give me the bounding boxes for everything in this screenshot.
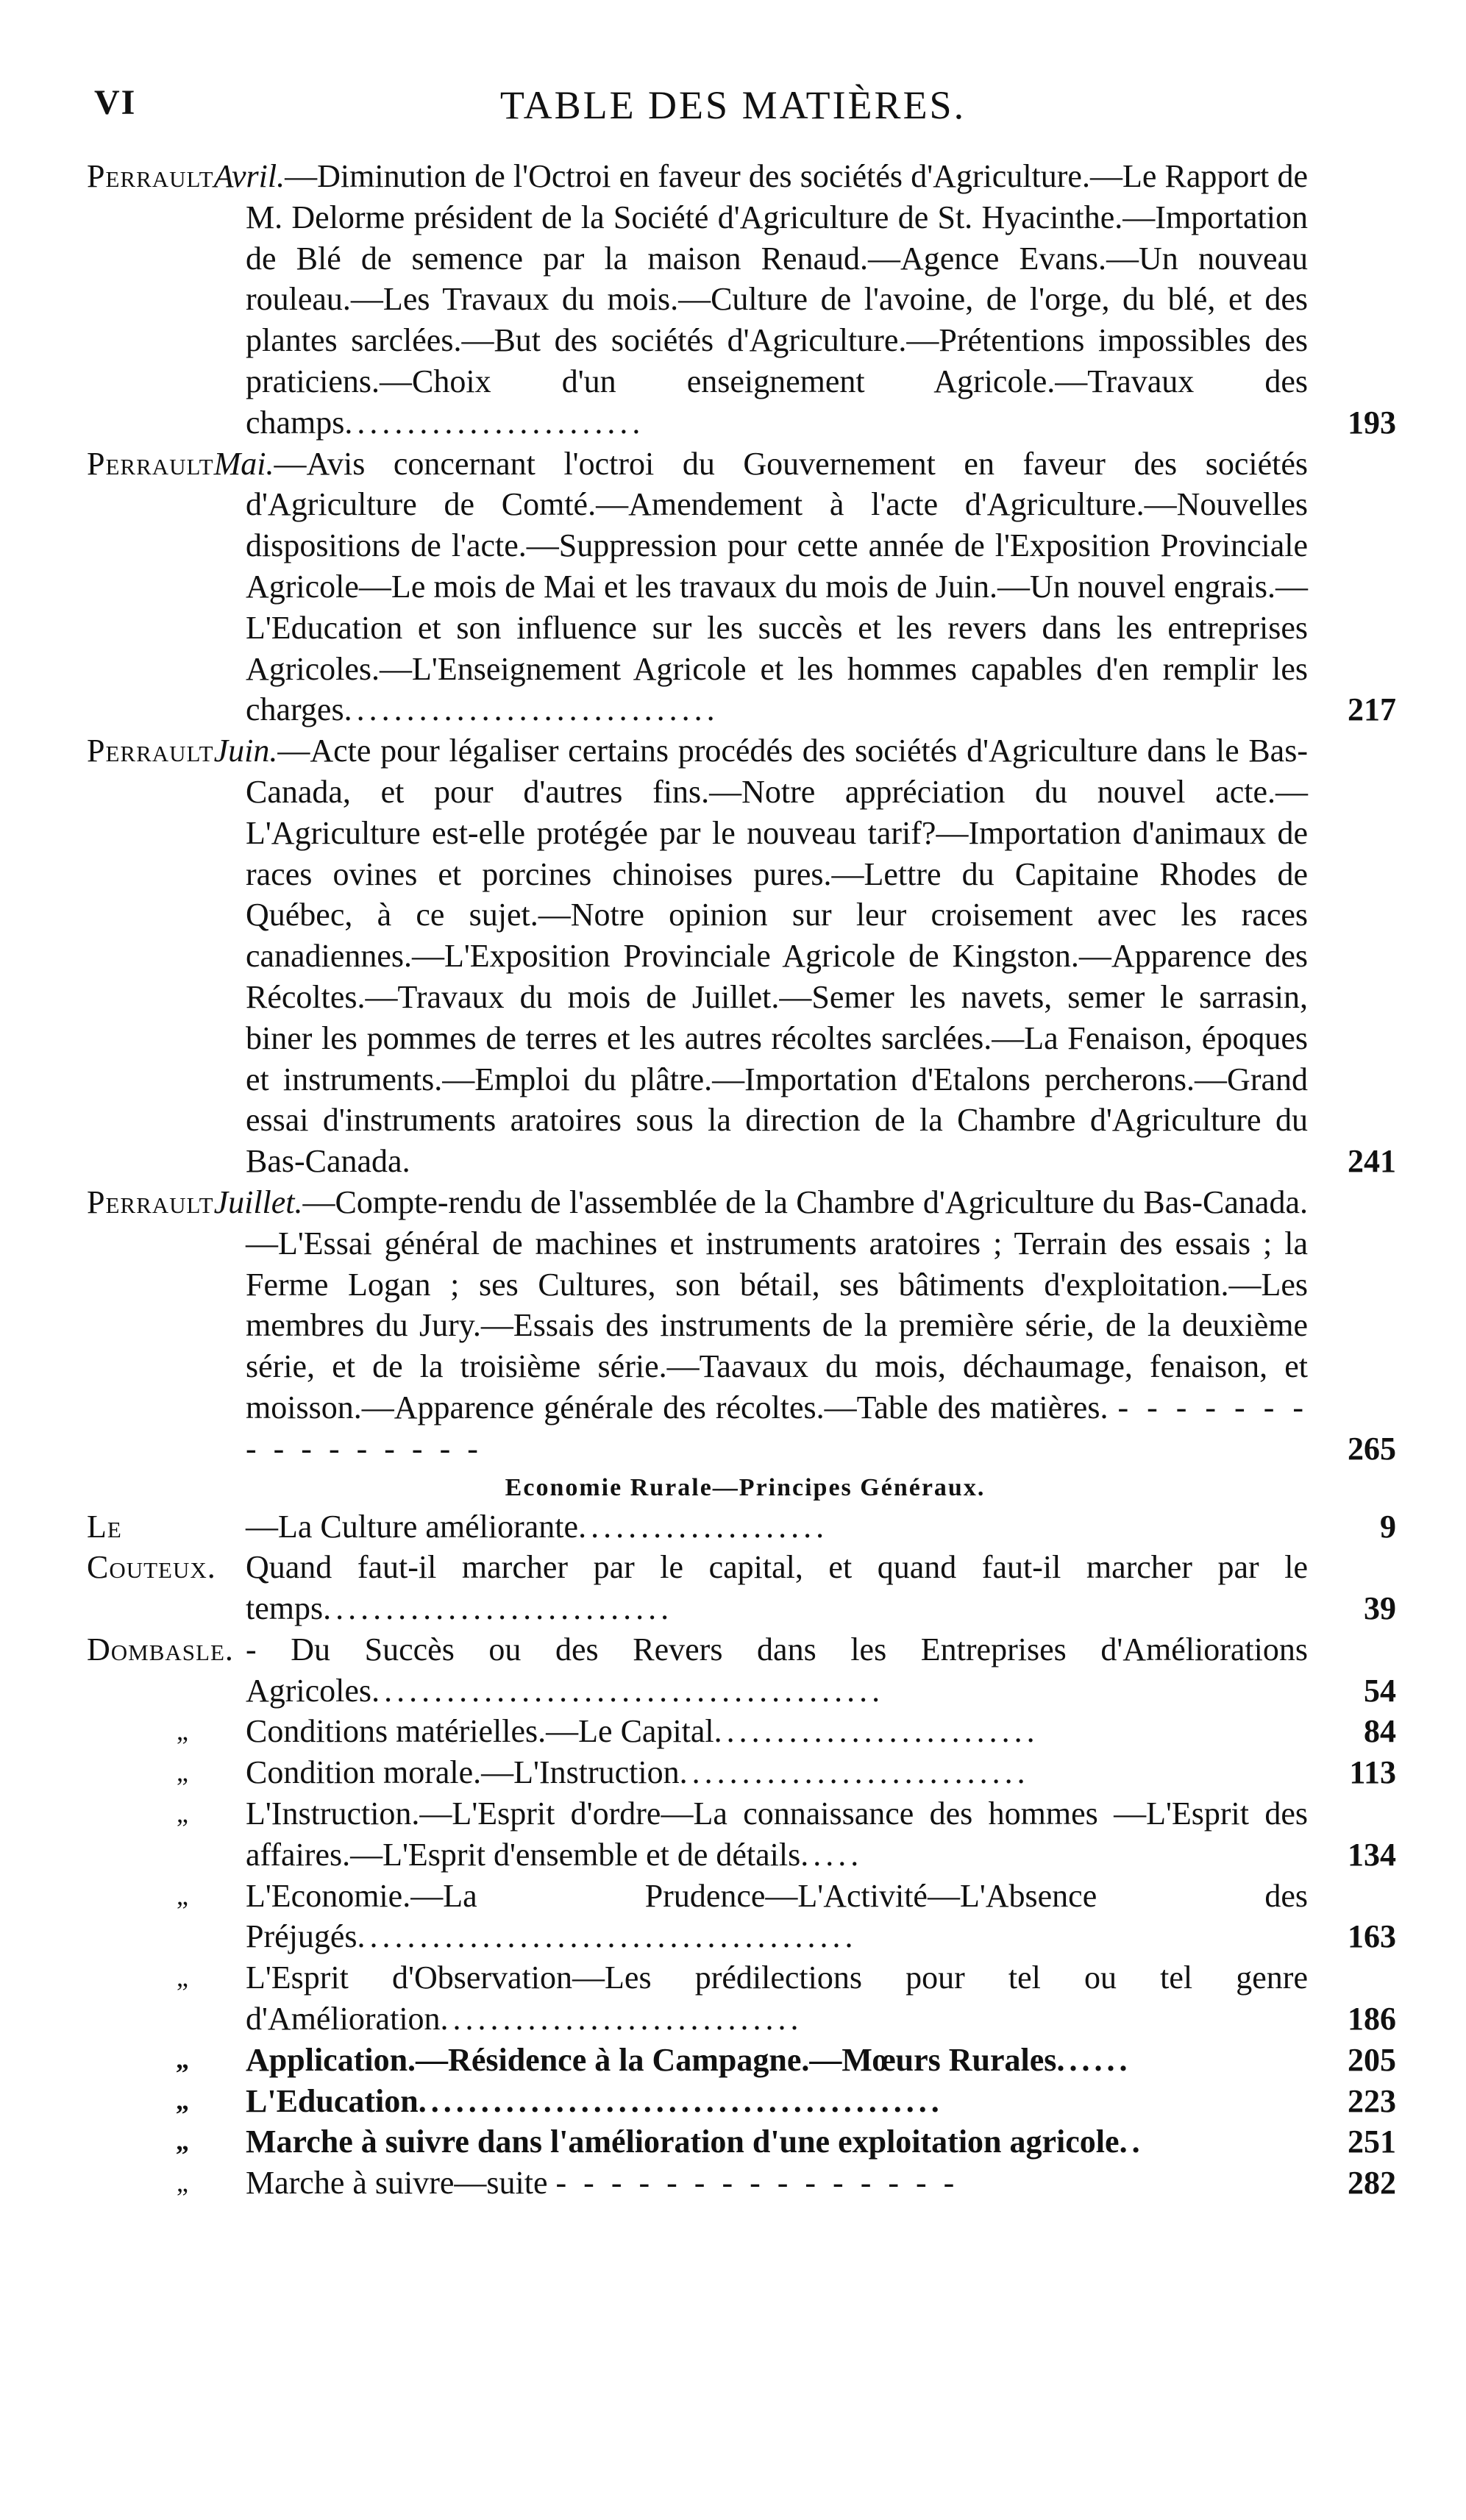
ditto-mark: „ [177, 1962, 188, 1993]
entry-page-number: 223 [1348, 2082, 1396, 2119]
entry-description: - Du Succès ou des Revers dans les Entreprises d'Améliorations Agricoles [246, 1631, 1308, 1709]
entry-author: Perrault [87, 1184, 214, 1220]
dot-leader: ...... [1056, 2041, 1132, 2078]
entry-description: L'Esprit d'Observation—Les prédilections pour tel ou tel genre d'Amélioration [246, 1960, 1308, 2037]
dot-leader: ........................................ [357, 1918, 858, 1955]
toc-entry-simple [87, 1547, 1403, 1629]
ditto-mark: „ [177, 1880, 188, 1910]
section-heading: Economie Rurale—Principes Généraux. [505, 1473, 986, 1501]
ditto-mark: „ [176, 2126, 189, 2157]
entry-text [87, 1629, 1403, 1712]
table-of-contents [87, 156, 1403, 2204]
entry-page-number: 113 [1349, 1754, 1396, 1791]
entry-text [87, 1547, 1403, 1629]
toc-entry-simple [87, 2121, 1403, 2163]
page-title: TABLE DES MATIÈRES. [499, 83, 967, 127]
entry-author: Perrault [87, 158, 214, 194]
entry-page-number: 186 [1348, 2001, 1396, 2037]
toc-entry-juin [87, 730, 1403, 1182]
entry-text [87, 1793, 1403, 1876]
ditto-mark: „ [177, 1757, 188, 1787]
toc-entry-simple [87, 1876, 1403, 1958]
page-number: VI [94, 83, 137, 122]
entry-month: Juin. [213, 733, 278, 769]
entry-description: —Avis concernant l'octroi du Gouvernement en faveur des sociétés d'Agriculture de Comté.—Amendement à l'acte d'Agriculture.—Nouvelles dispositions de l'acte.—Suppression pour cette année de l'Exposition Provinciale Agricole—Le mois de Mai et les travaux du mois de Juin.—Un nouvel engrais.—L'Education et son influence sur les succès et les revers dans les entreprises Agricoles.—L'Enseignement Agricole et les hommes capables d'en remplir les charges [246, 445, 1308, 728]
entry-author: Le Couteux. [87, 1508, 216, 1586]
entry-description: L'Instruction.—L'Esprit d'ordre—La connaissance des hommes —L'Esprit des affaires.—L'Esprit d'ensemble et de détails [246, 1795, 1308, 1873]
entry-author: Perrault [87, 733, 214, 769]
entry-text [87, 730, 1403, 1182]
entry-description: Condition morale.—L'Instruction [246, 1754, 680, 1791]
entry-text [87, 156, 1403, 444]
toc-entry-simple [87, 1711, 1403, 1752]
entry-page-number: 217 [1348, 691, 1396, 728]
toc-entry-simple [87, 1629, 1403, 1712]
entry-page-number: 251 [1348, 2124, 1396, 2160]
entry-text [87, 2040, 1403, 2081]
ditto-mark: „ [176, 2085, 189, 2115]
dot-leader: .............................. [344, 691, 719, 728]
dot-leader: ..... [800, 1836, 864, 1873]
entry-month: Juillet. [213, 1184, 303, 1220]
entry-description: Conditions matérielles.—Le Capital [246, 1713, 714, 1750]
entry-text [87, 1182, 1403, 1470]
dot-leader: .. [1119, 2124, 1145, 2160]
entry-text [87, 1711, 1403, 1752]
entry-text [87, 444, 1403, 731]
entry-description: L'Education [246, 2082, 419, 2119]
entry-page-number: 163 [1348, 1918, 1396, 1955]
entry-text [87, 2163, 1403, 2204]
dash-leader: - - - - - - - - - - - - - - - [555, 2165, 959, 2202]
entry-page-number: 241 [1348, 1143, 1396, 1180]
entry-page-number: 9 [1380, 1508, 1396, 1545]
ditto-mark: „ [177, 1798, 188, 1829]
entry-description: —La Culture améliorante [246, 1508, 579, 1545]
entry-page-number: 282 [1348, 2165, 1396, 2202]
entry-description: —Compte-rendu de l'assemblée de la Chambre d'Agriculture du Bas-Canada.—L'Essai général de machines et instruments aratoires ; Terrain des essais ; la Ferme Logan ; ses Cultures, son bétail, ses bâtiments d'exploitation.—Les membres du Jury.—Essais des instruments de la première série, de la deuxième série, et de la troisième série.—Taavaux du mois, déchaumage, fenaison, et moisson.—Apparence générale des récoltes.—Table des matières. [246, 1184, 1308, 1425]
toc-entry-juillet [87, 1182, 1403, 1470]
entry-page-number: 84 [1364, 1713, 1396, 1750]
entry-page-number: 193 [1348, 404, 1396, 441]
entry-author: Perrault [87, 445, 214, 482]
page-header [87, 82, 1379, 134]
ditto-mark: „ [176, 2044, 189, 2074]
entry-description: Marche à suivre dans l'amélioration d'une exploitation agricole [246, 2124, 1120, 2160]
dot-leader: .......................................... [418, 2082, 944, 2119]
entry-page-number: 134 [1348, 1836, 1396, 1873]
entry-description: Marche à suivre—suite [246, 2165, 548, 2202]
entry-text [87, 2081, 1403, 2122]
dot-leader: ............................. [440, 2001, 803, 2037]
dash-leader: - - - - - - - - - - - - - - - - [246, 1389, 1308, 1467]
dot-leader: ............................ [323, 1590, 674, 1627]
toc-entry-simple [87, 2040, 1403, 2081]
entry-description: —Acte pour légaliser certains procédés des sociétés d'Agriculture dans le Bas-Canada, et pour d'autres fins.—Notre appréciation du nouvel acte.—L'Agriculture est-elle protégée par le nouveau tarif?—Importation d'animaux de races ovines et porcines chinoises pures.—Lettre du Capitaine Rhodes de Québec, à ce sujet.—Notre opinion sur leur croisement avec les races canadiennes.—L'Exposition Provinciale Agricole de Kingston.—Apparence des Récoltes.—Travaux du mois de Juillet.—Semer les navets, semer le sarrasin, biner les pommes de terres et les autres récoltes sarclées.—La Fenaison, époques et instruments.—Emploi du plâtre.—Importation d'Etalons percherons.—Grand essai d'instruments aratoires sous la direction de la Chambre d'Agriculture du Bas-Canada. [246, 733, 1308, 1180]
entry-description: L'Economie.—La Prudence—L'Activité—L'Absence des Préjugés [246, 1877, 1308, 1955]
entry-author: Dombasle. [87, 1631, 234, 1667]
entry-page-number: 54 [1364, 1672, 1396, 1709]
toc-entry-avril [87, 156, 1403, 444]
entry-page-number: 205 [1348, 2041, 1396, 2078]
dot-leader: ......................................... [371, 1672, 885, 1709]
entry-text [87, 2121, 1403, 2163]
toc-entry-simple [87, 2081, 1403, 2122]
dot-leader: ........................ [344, 404, 645, 441]
toc-entry-simple [87, 2163, 1403, 2204]
dot-leader: .......................... [714, 1713, 1039, 1750]
dot-leader: .................... [578, 1508, 829, 1545]
entry-page-number: 39 [1364, 1590, 1396, 1627]
entry-description: Application.—Résidence à la Campagne.—Mœurs Rurales [246, 2041, 1057, 2078]
entry-text [87, 1752, 1403, 1793]
entry-description: Quand faut-il marcher par le capital, et quand faut-il marcher par le temps [246, 1549, 1308, 1627]
toc-entry-mai [87, 444, 1403, 731]
dot-leader: ............................ [679, 1754, 1030, 1791]
entry-page-number: 265 [1348, 1430, 1396, 1467]
entry-text [87, 1506, 1403, 1548]
toc-entry-simple [87, 1752, 1403, 1793]
entry-description: —Diminution de l'Octroi en faveur des sociétés d'Agriculture.—Le Rapport de M. Delorme président de la Société d'Agriculture de St. Hyacinthe.—Importation de Blé de semence par la maison Renaud.—Agence Evans.—Un nouveau rouleau.—Les Travaux du mois.—Culture de l'avoine, de l'orge, du blé, et des plantes sarclées.—But des sociétés d'Agriculture.—Prétentions impossibles des praticiens.—Choix d'un enseignement Agricole.—Travaux des champs [246, 158, 1308, 441]
toc-entry-simple [87, 1957, 1403, 2040]
entry-text [87, 1957, 1403, 2040]
entry-month: Mai. [213, 445, 274, 482]
toc-entry-simple [87, 1793, 1403, 1876]
ditto-mark: „ [177, 1716, 188, 1746]
toc-entry-simple [87, 1506, 1403, 1586]
ditto-mark: „ [177, 2168, 188, 2198]
entry-month: Avril. [213, 158, 285, 194]
entry-text [87, 1876, 1403, 1958]
